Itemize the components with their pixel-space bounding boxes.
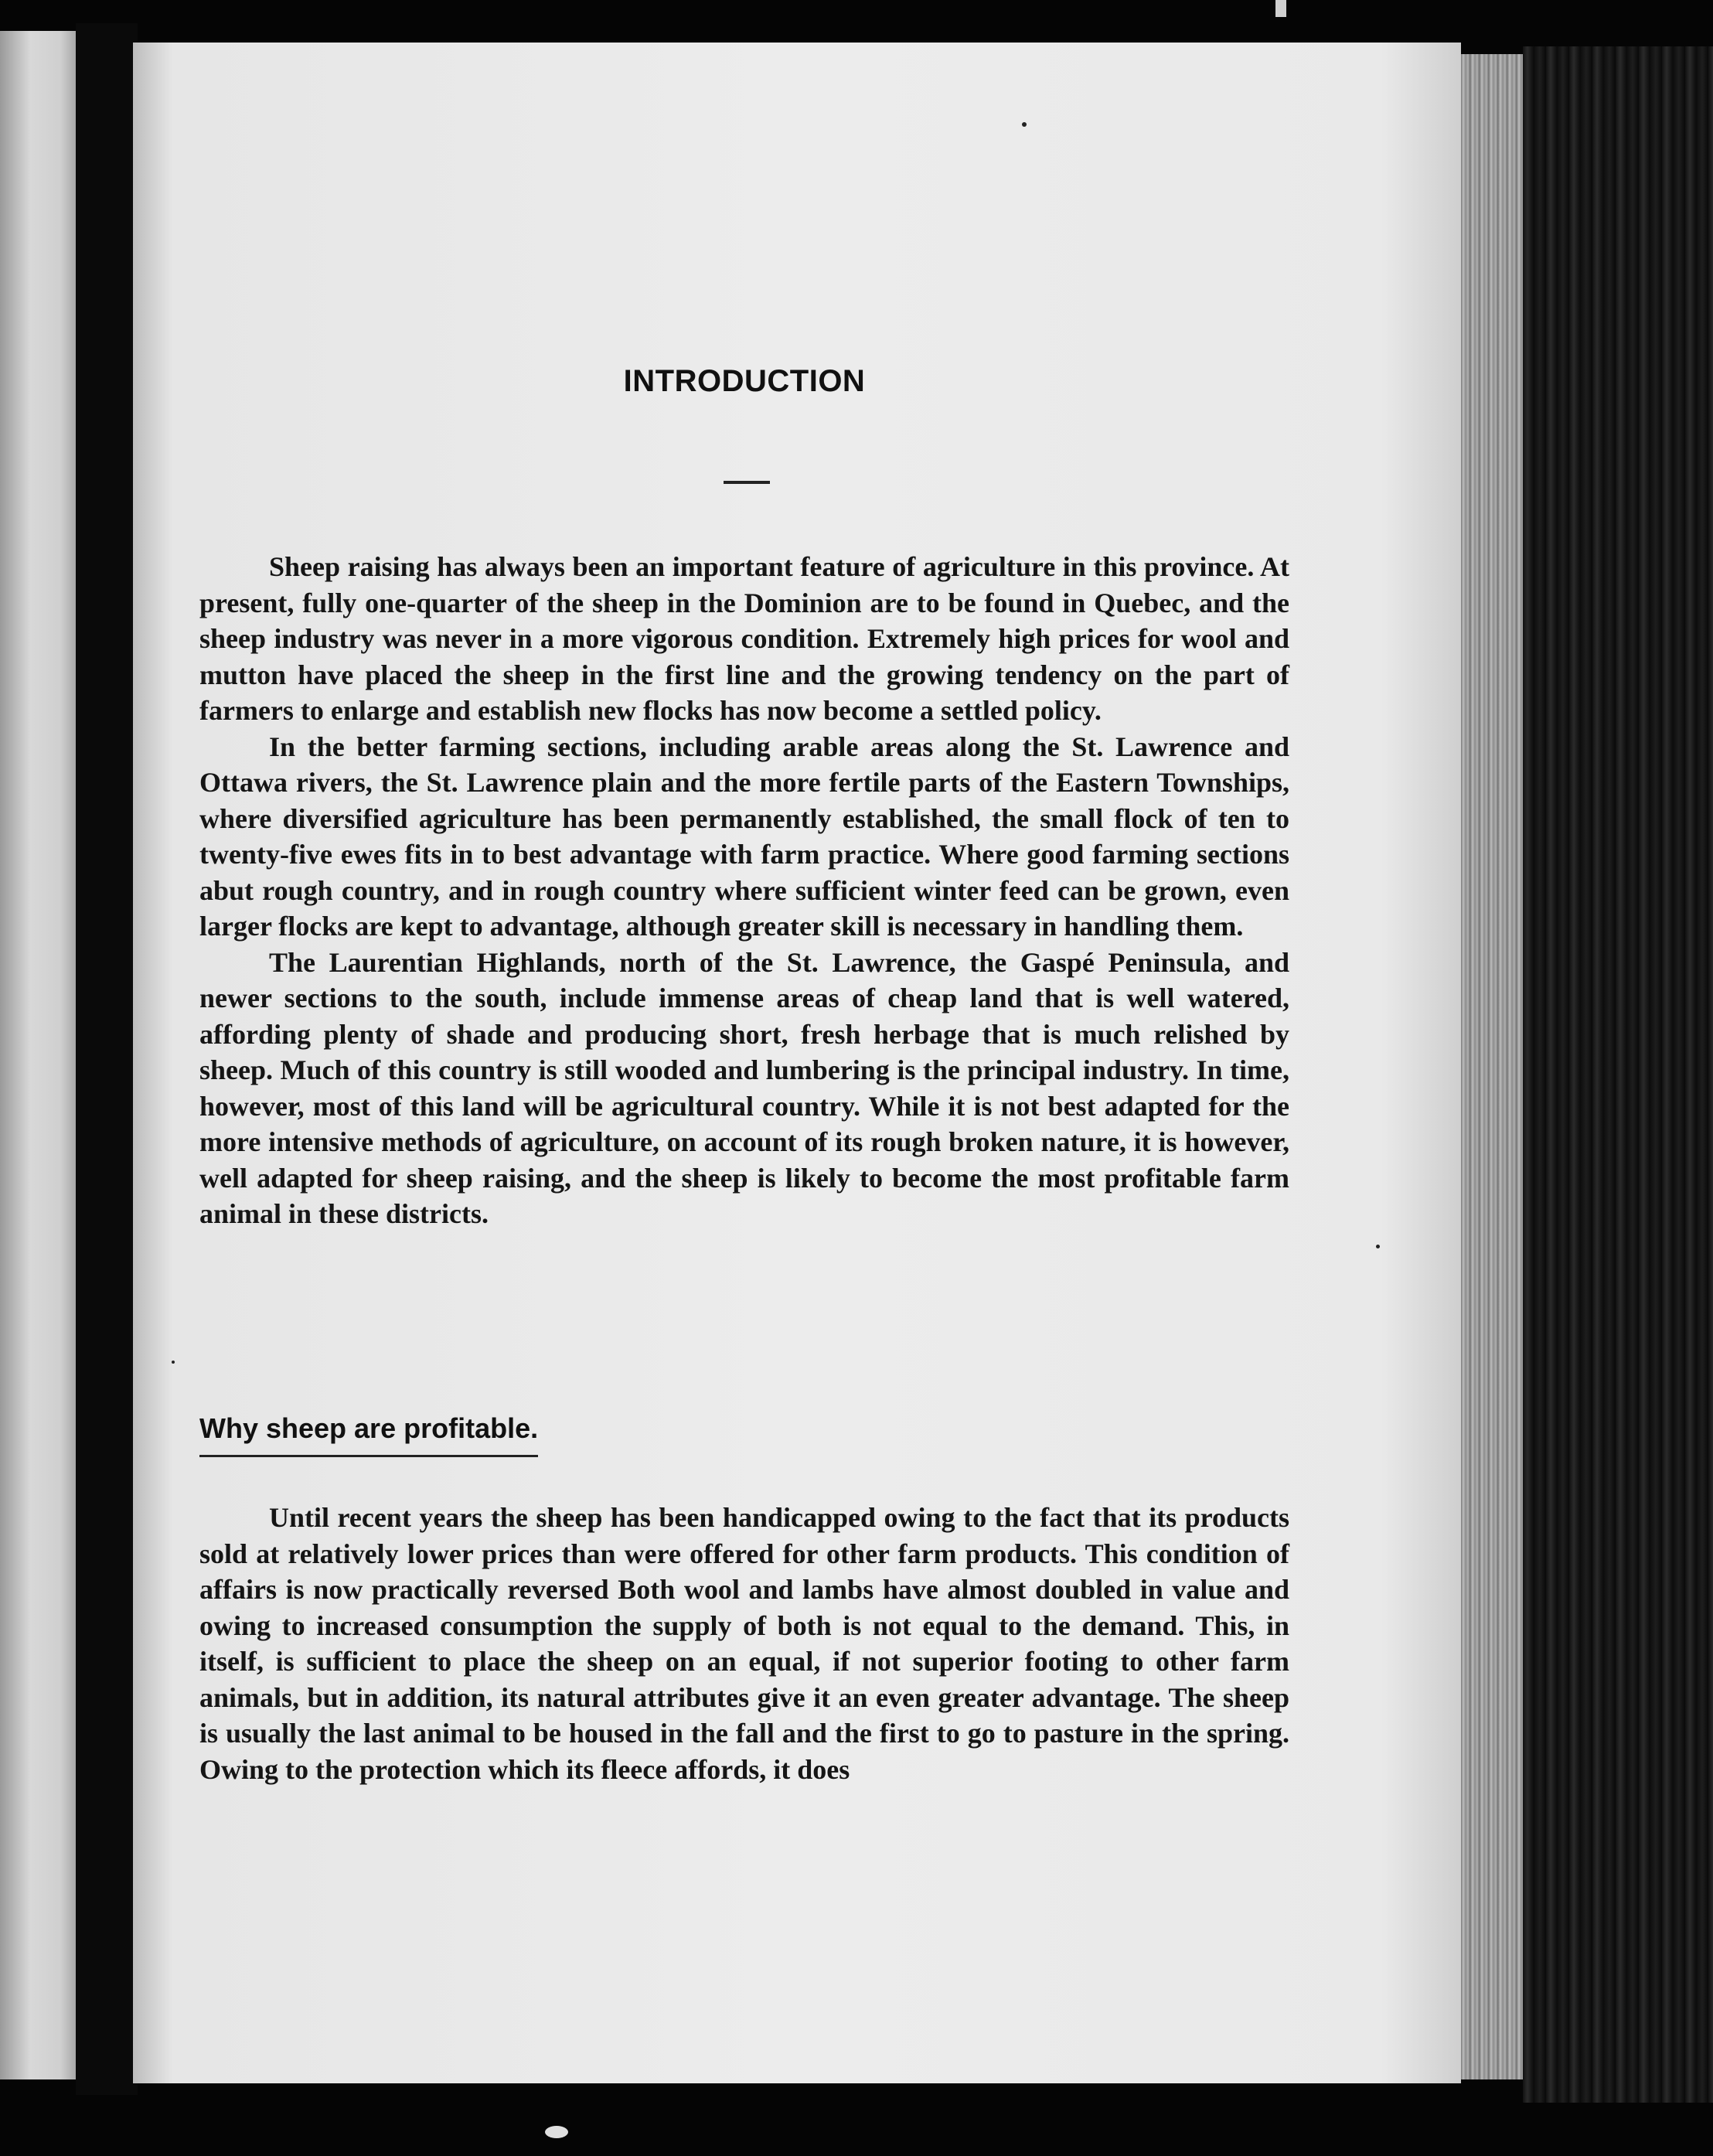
profitable-section	[199, 1500, 1289, 1787]
intro-section	[199, 549, 1289, 1232]
previous-page-edge	[0, 31, 76, 2079]
dust-speck	[1022, 122, 1027, 127]
intro-paragraph: The Laurentian Highlands, north of the St. Lawrence, the Gaspé Peninsula, and newer sections to the south, include immense areas of cheap land that is well watered, affording plenty of shade and producing short, fresh herbage that is much relished by sheep. Much of this country is still wooded and lumbering is the principal industry. In time, however, most of this land will be agricultural country. While it is not best adapted for the more intensive methods of agriculture, on account of its rough broken nature, it is however, well adapted for sheep raising, and the sheep is likely to become the most profitable farm animal in these districts.	[199, 946, 1289, 1229]
dust-speck	[172, 1361, 175, 1364]
page-stack-edges	[1461, 54, 1523, 2079]
book-binding	[1523, 46, 1713, 2103]
dust-speck	[1376, 1245, 1380, 1248]
page-title: INTRODUCTION	[623, 364, 866, 398]
scan-artifact	[545, 2126, 568, 2138]
scan-artifact	[1275, 0, 1286, 17]
section-heading: Why sheep are profitable.	[199, 1411, 538, 1457]
title-rule	[724, 481, 770, 484]
intro-paragraph: In the better farming sections, including arable areas along the St. Lawrence and Ottawa rivers, the St. Lawrence plain and the more fertile parts of the Eastern Townships, where diversified agriculture has been permanently established, the small flock of ten to twenty-five ewes fits in to best advantage with farm practice. Where good farming sections abut rough country, and in rough country where sufficient winter feed can be grown, even larger flocks are kept to advantage, although greater skill is necessary in handling them.	[199, 731, 1289, 942]
section-paragraph: Until recent years the sheep has been handicapped owing to the fact that its products sold at relatively lower prices than were offered for other farm products. This condition of affairs is now practically reversed Both wool and lambs have almost doubled in value and owing to increased consumption the supply of both is not equal to the demand. This, in itself, is sufficient to place the sheep on an equal, if not superior footing to other farm animals, but in addition, its natural attributes give it an even greater advantage. The sheep is usually the last animal to be housed in the fall and the first to go to pasture in the spring. Owing to the protection which its fleece affords, it does	[199, 1502, 1289, 1785]
intro-paragraph: Sheep raising has always been an important feature of agriculture in this province. At present, fully one-quarter of the sheep in the Dominion are to be found in Quebec, and the sheep industry was never in a more vigorous condition. Extremely high prices for wool and mutton have placed the sheep in the first line and the growing tendency on the part of farmers to enlarge and establish new flocks has now become a settled policy.	[199, 551, 1289, 726]
book-gutter	[76, 23, 138, 2095]
